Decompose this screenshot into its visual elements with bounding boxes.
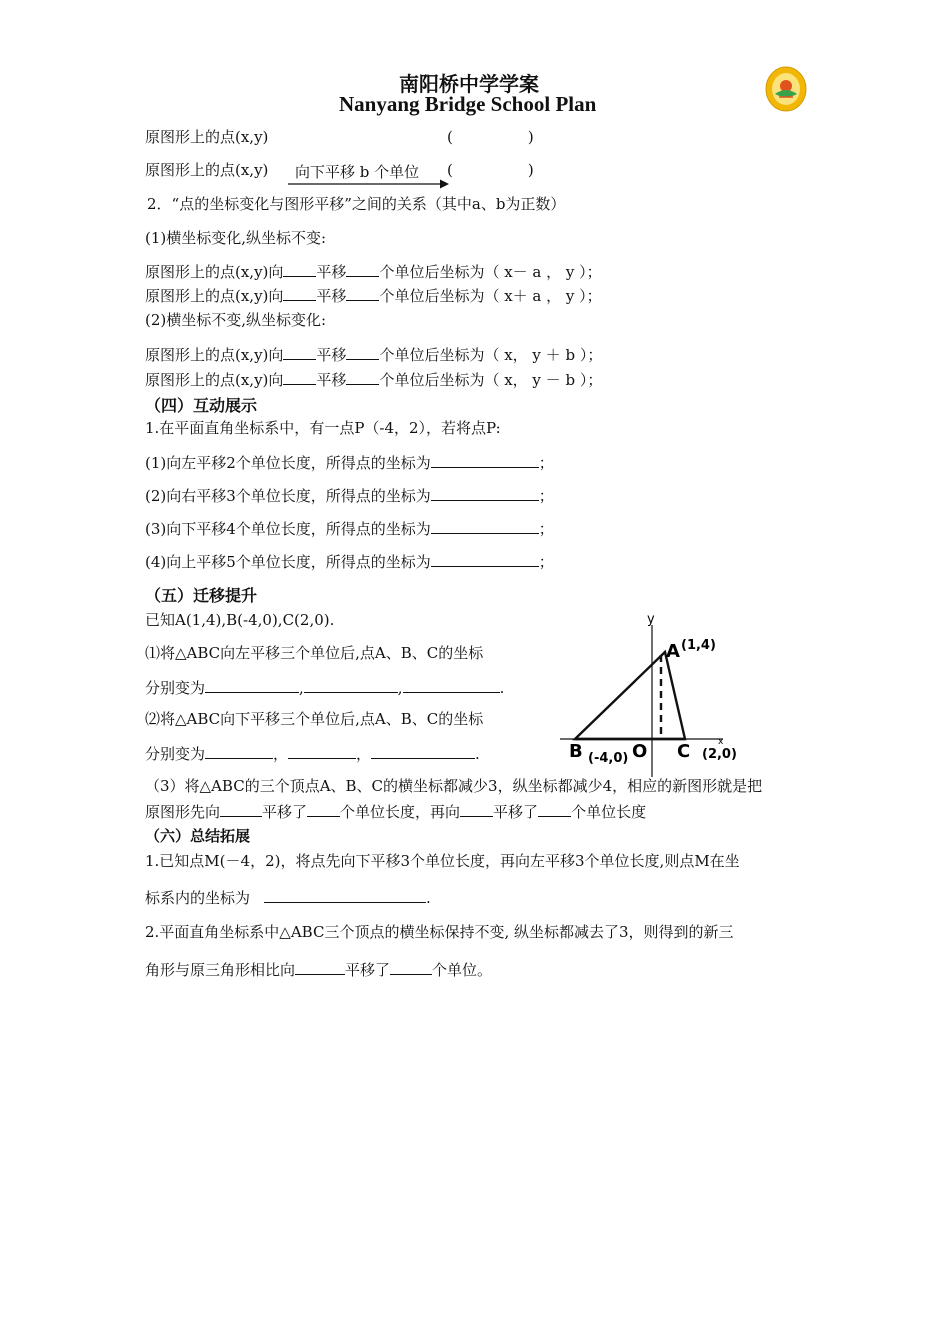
section-5-p3-line2 <box>145 802 646 821</box>
school-logo-icon <box>765 66 807 112</box>
q2-text: 平移了 <box>345 961 391 979</box>
section-6-q1-line2 <box>145 888 431 907</box>
blank[interactable] <box>346 286 379 301</box>
blank[interactable] <box>346 370 379 385</box>
answer-blank[interactable] <box>538 802 571 817</box>
section-6-heading: （六）总结拓展 <box>145 827 251 845</box>
semicolon: ； <box>538 454 554 472</box>
section-5-p2: ⑵将△ABC向下平移三个单位后,点A、B、C的坐标 <box>145 710 484 728</box>
page-title-en: Nanyang Bridge School Plan <box>339 92 597 116</box>
rule-row-1-b: 平移 <box>316 263 347 281</box>
blank[interactable] <box>346 345 379 360</box>
origin-label: O <box>632 741 648 762</box>
answer-blank[interactable] <box>431 519 539 534</box>
coordinate-graph <box>555 605 745 780</box>
x-axis-label: x <box>718 737 724 747</box>
section-4-item-2 <box>145 486 554 505</box>
vertex-a-coord: (1,4) <box>681 638 716 653</box>
y-axis-label: y <box>647 612 655 627</box>
section-6-q2-line2 <box>145 960 492 979</box>
section-4-heading: （四）互动展示 <box>145 396 258 415</box>
vertex-c-label: C <box>677 741 691 762</box>
q2-text: 角形与原三角形相比向 <box>145 961 296 979</box>
comma: , <box>397 679 403 697</box>
section-5-heading: （五）迁移提升 <box>145 586 258 605</box>
blank[interactable] <box>283 370 316 385</box>
top-line-1-label: 原图形上的点(x,y) <box>145 128 269 146</box>
p3-text: 原图形先向 <box>145 803 221 821</box>
rule-row-2-b: 平移 <box>316 287 347 305</box>
blank[interactable] <box>283 262 316 277</box>
blank[interactable] <box>283 286 316 301</box>
q2-text: 个单位。 <box>432 961 493 979</box>
rule-row-4-a: 原图形上的点(x,y)向 <box>145 371 284 389</box>
lead: 分别变为 <box>145 679 206 697</box>
rule-row-4 <box>145 370 602 389</box>
section-5-given: 已知A(1,4),B(-4,0),C(2,0). <box>145 611 335 629</box>
answer-blank[interactable] <box>304 678 398 693</box>
rule-row-3-b: 平移 <box>316 346 347 364</box>
answer-blank[interactable] <box>371 744 475 759</box>
period: . <box>475 745 480 763</box>
rules-heading: 2．“点的坐标变化与图形平移”之间的关系（其中a、b为正数） <box>147 195 566 213</box>
vertex-c-coord: (2,0) <box>702 747 737 762</box>
right-arrow-icon <box>288 178 450 190</box>
vertex-a-label: A <box>666 641 680 662</box>
section-4-item-1 <box>145 453 554 472</box>
semicolon: ； <box>538 553 554 571</box>
section-4-item-3 <box>145 519 554 538</box>
page-title-cn: 南阳桥中学学案 <box>399 72 539 96</box>
rule-row-3-a: 原图形上的点(x,y)向 <box>145 346 284 364</box>
lead: 分别变为 <box>145 745 206 763</box>
item-text: (1)向左平移2个单位长度，所得点的坐标为 <box>145 454 431 472</box>
item-text: (4)向上平移5个单位长度，所得点的坐标为 <box>145 553 431 571</box>
blank[interactable] <box>283 345 316 360</box>
semicolon: ； <box>538 520 554 538</box>
p3-text: 平移了 <box>493 803 539 821</box>
section-5-p1-answers <box>145 678 504 697</box>
section-5-p2-answers <box>145 744 480 763</box>
period: . <box>426 889 431 907</box>
answer-blank[interactable] <box>431 453 539 468</box>
rule-row-1-c: 个单位后坐标为（ x－ a ， y ）； <box>379 263 602 281</box>
top-line-2-paren: ( ) <box>447 161 534 179</box>
top-line-2: 原图形上的点(x,y) <box>145 161 269 179</box>
q1-text: 标系内的坐标为 <box>145 889 251 907</box>
section-4-question: 1.在平面直角坐标系中，有一点P（-4，2），若将点P: <box>145 419 501 437</box>
answer-blank[interactable] <box>288 744 356 759</box>
arrow-label: 向下平移 b 个单位 <box>295 163 420 181</box>
rules-part-2: (2)横坐标不变,纵坐标变化: <box>145 311 327 329</box>
vertex-b-label: B <box>569 741 583 762</box>
rule-row-1 <box>145 262 602 281</box>
answer-blank[interactable] <box>307 802 340 817</box>
item-text: (2)向右平移3个单位长度，所得点的坐标为 <box>145 487 431 505</box>
semicolon: ； <box>538 487 554 505</box>
vertex-b-coord: (-4,0) <box>588 751 629 766</box>
section-6-q2-line1: 2.平面直角坐标系中△ABC三个顶点的横坐标保持不变, 纵坐标都减去了3，则得到的新三 <box>145 923 734 941</box>
period: . <box>499 679 505 697</box>
answer-blank[interactable] <box>205 678 299 693</box>
p3-text: 个单位长度，再向 <box>340 803 461 821</box>
rule-row-2 <box>145 286 602 305</box>
section-5-p1: ⑴将△ABC向左平移三个单位后,点A、B、C的坐标 <box>145 644 484 662</box>
answer-blank[interactable] <box>295 960 345 975</box>
p3-text: 个单位长度 <box>571 803 647 821</box>
top-line-1 <box>145 128 268 146</box>
comma: ， <box>356 745 372 763</box>
answer-blank[interactable] <box>431 486 539 501</box>
item-text: (3)向下平移4个单位长度，所得点的坐标为 <box>145 520 431 538</box>
section-6-q1-line1: 1.已知点M(－4，2)，将点先向下平移3个单位长度，再向左平移3个单位长度,则点M在坐 <box>145 852 740 870</box>
answer-blank[interactable] <box>460 802 493 817</box>
top-line-1-paren: ( ) <box>447 128 534 146</box>
answer-blank[interactable] <box>205 744 273 759</box>
answer-blank[interactable] <box>390 960 432 975</box>
rule-row-4-c: 个单位后坐标为（ x， y － b ）； <box>379 371 603 389</box>
comma: , <box>299 679 304 697</box>
answer-blank[interactable] <box>220 802 262 817</box>
blank[interactable] <box>346 262 379 277</box>
answer-blank[interactable] <box>403 678 500 693</box>
rule-row-2-a: 原图形上的点(x,y)向 <box>145 287 284 305</box>
rule-row-1-a: 原图形上的点(x,y)向 <box>145 263 284 281</box>
section-5-p3-line1: （3）将△ABC的三个顶点A、B、C的横坐标都减少3，纵坐标都减少4，相应的新图形就是把 <box>145 777 763 795</box>
rules-part-1: (1)横坐标变化,纵坐标不变: <box>145 229 327 247</box>
rule-row-4-b: 平移 <box>316 371 347 389</box>
section-4-item-4 <box>145 552 554 571</box>
answer-blank[interactable] <box>264 888 426 903</box>
p3-text: 平移了 <box>262 803 308 821</box>
comma: ， <box>273 745 289 763</box>
answer-blank[interactable] <box>431 552 539 567</box>
rule-row-2-c: 个单位后坐标为（ x＋ a ， y ）； <box>379 287 602 305</box>
rule-row-3 <box>145 345 602 364</box>
triangle-abc <box>575 652 685 739</box>
rule-row-3-c: 个单位后坐标为（ x， y ＋ b ）； <box>379 346 603 364</box>
